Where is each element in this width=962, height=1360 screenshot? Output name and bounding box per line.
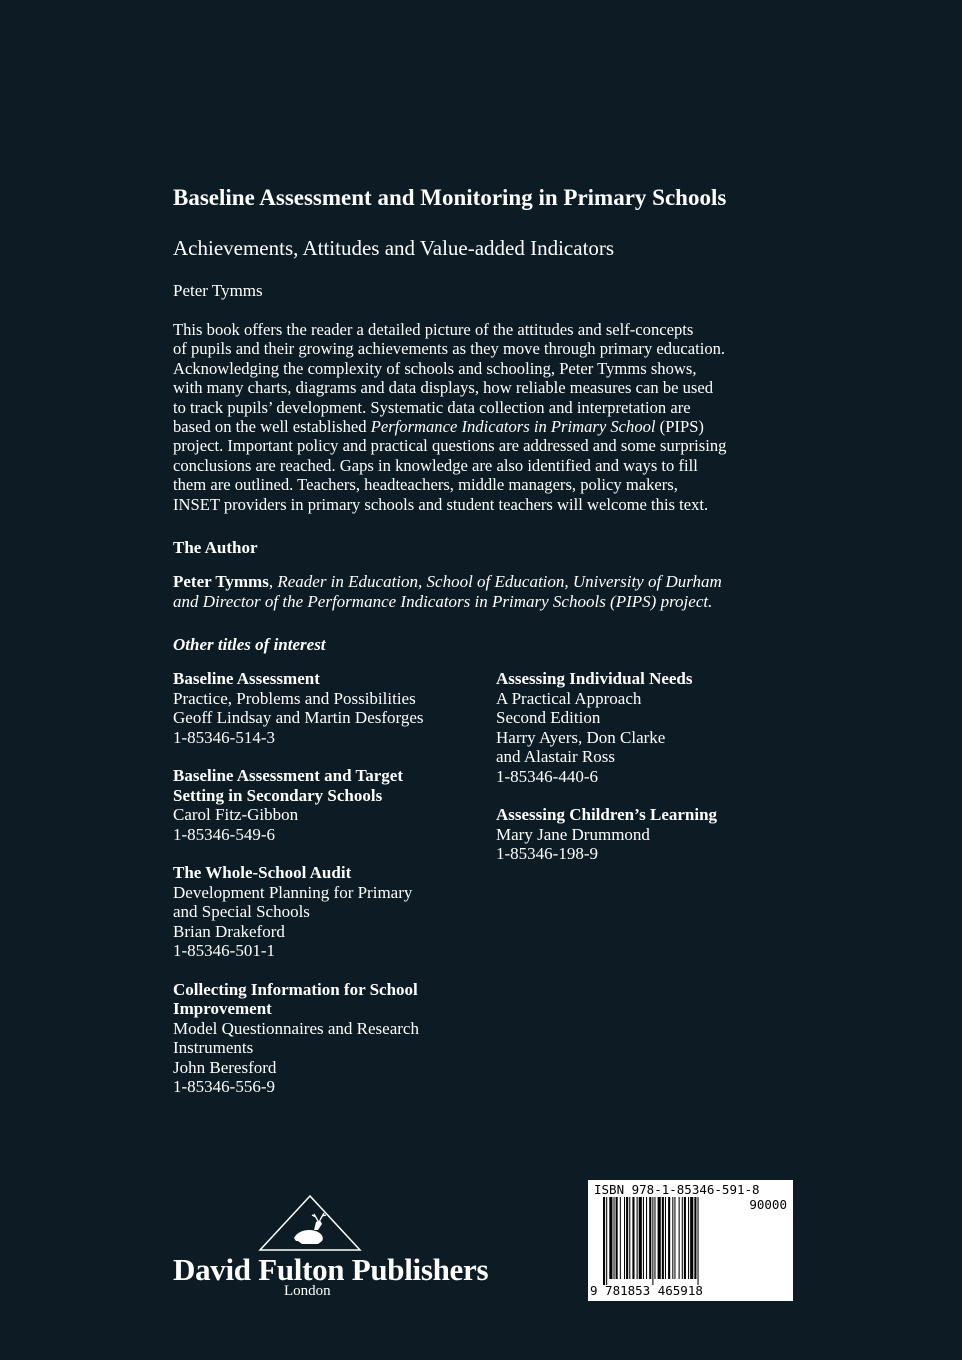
blurb-line: of pupils and their growing achievements as they move through primary education. [173,339,726,359]
barcode-bar [668,1197,670,1279]
related-title-detail: A Practical Approach [496,688,642,708]
blurb-text: (PIPS) [655,417,704,437]
blurb-line: project. Important policy and practical questions are addressed and some surprising [173,436,727,456]
price-code: 90000 [749,1197,787,1212]
barcode-bar [672,1197,673,1279]
barcode-bar [624,1197,625,1279]
barcode-bar [652,1197,653,1285]
barcode-bar [674,1197,675,1279]
barcode-bar [639,1197,642,1279]
barcode-bar [626,1197,628,1279]
related-title-detail: Second Edition [496,708,601,727]
barcode-bar [637,1197,638,1279]
publisher-city: London [284,1283,331,1299]
barcode-bar [609,1197,612,1279]
publisher-name: David Fulton Publishers [173,1252,489,1287]
blurb [173,320,798,514]
book-author: Peter Tymms [173,281,263,300]
barcode-bar [616,1197,618,1279]
barcode-bar [643,1197,644,1279]
related-title-detail: Geoff Lindsay and Martin Desforges [173,708,424,727]
related-title-name: Setting in Secondary Schools [173,785,383,805]
related-title-detail: Development Planning for Primary [173,882,413,902]
related-title-detail: and Special Schools [173,902,310,921]
ean-digits: 9 781853 465918 [590,1283,703,1298]
blurb-line: This book offers the reader a detailed picture of the attitudes and self-concepts [173,320,694,339]
barcode-bar [614,1197,615,1279]
publisher-logo-icon [258,1194,362,1252]
related-title-detail: 1-85346-198-9 [496,844,598,863]
related-title-detail: Model Questionnaires and Research [173,1018,419,1038]
barcode-bar [682,1197,683,1279]
barcode-bar [698,1197,699,1285]
barcode-bar [688,1197,689,1279]
barcode-bars [603,1197,728,1285]
related-title [173,863,473,961]
other-titles-heading: Other titles of interest [173,635,326,654]
about-author-heading: The Author [173,538,258,557]
related-title-detail: John Beresford [173,1057,277,1077]
author-role: Reader in Education, School of Education, University of Durham [277,572,722,591]
related-title-detail: Brian Drakeford [173,921,285,941]
blurb-line: INSET providers in primary schools and student teachers will welcome this text. [173,494,709,514]
other-titles-left-column [173,669,473,1116]
related-title-name: Collecting Information for School [173,979,418,999]
isbn-barcode [588,1180,793,1301]
related-title-detail: Instruments [173,1038,254,1057]
related-title [173,669,473,747]
barcode-bar [679,1197,680,1279]
related-title-detail: 1-85346-556-9 [173,1077,275,1096]
related-title-detail: and Alastair Ross [496,747,615,766]
related-title [173,980,473,1097]
related-title-name: Improvement [173,999,272,1018]
related-title-detail: Carol Fitz-Gibbon [173,805,299,824]
author-name: Peter Tymms [173,572,269,591]
isbn-text: ISBN 978-1-85346-591-8 [594,1182,760,1197]
blurb-line: conclusions are reached. Gaps in knowledge are also identified and ways to fill [173,455,698,475]
author-separator: , [268,572,278,591]
related-title [173,766,473,844]
about-author-text [173,572,722,612]
book-title: Baseline Assessment and Monitoring in Primary Schools [173,185,727,210]
related-title-detail: 1-85346-514-3 [173,727,275,747]
barcode-bar [658,1197,661,1279]
barcode-bar [684,1197,686,1279]
book-subtitle: Achievements, Attitudes and Value-added Indicators [173,236,615,260]
barcode-bar [606,1197,607,1285]
related-title-detail: Practice, Problems and Possibilities [173,688,416,708]
related-title-detail: 1-85346-440-6 [496,766,598,786]
barcode-bar [646,1197,647,1279]
blurb-line [173,417,798,436]
related-title-name: Baseline Assessment and Target [173,766,403,785]
barcode-bar [632,1197,634,1279]
blurb-line: them are outlined. Teachers, headteachers, middle managers, policy makers, [173,475,678,495]
other-titles-right-column [496,669,796,883]
pips-title: Performance Indicators in Primary School [370,417,656,437]
author-role-cont: and Director of the Performance Indicators in Primary Schools (PIPS) project. [173,592,713,611]
related-title-detail: Harry Ayers, Don Clarke [496,727,666,747]
related-title [496,805,796,864]
barcode-bar [603,1197,605,1285]
barcode-bar [654,1197,655,1279]
blurb-line: Acknowledging the complexity of schools and schooling, Peter Tymms shows, [173,358,697,378]
barcode-bar [649,1197,651,1279]
related-title-name: Baseline Assessment [173,669,320,688]
barcode-bar [629,1197,630,1279]
blurb-text: based on the well established [173,417,371,437]
related-title-name: Assessing Children’s Learning [496,805,718,824]
blurb-line: to track pupils’ development. Systematic data collection and interpretation are [173,397,691,417]
barcode-bar [690,1197,693,1279]
related-title [496,669,796,786]
barcode-bar [665,1197,666,1279]
related-title-name: Assessing Individual Needs [496,669,693,688]
related-title-name: The Whole-School Audit [173,863,352,882]
barcode-bar [662,1197,664,1279]
barcode-bar [620,1197,621,1279]
related-title-detail: Mary Jane Drummond [496,824,650,844]
related-title-detail: 1-85346-549-6 [173,824,275,844]
barcode-bar [694,1197,696,1279]
blurb-line: with many charts, diagrams and data displays, how reliable measures can be used [173,378,714,398]
related-title-detail: 1-85346-501-1 [173,941,275,960]
